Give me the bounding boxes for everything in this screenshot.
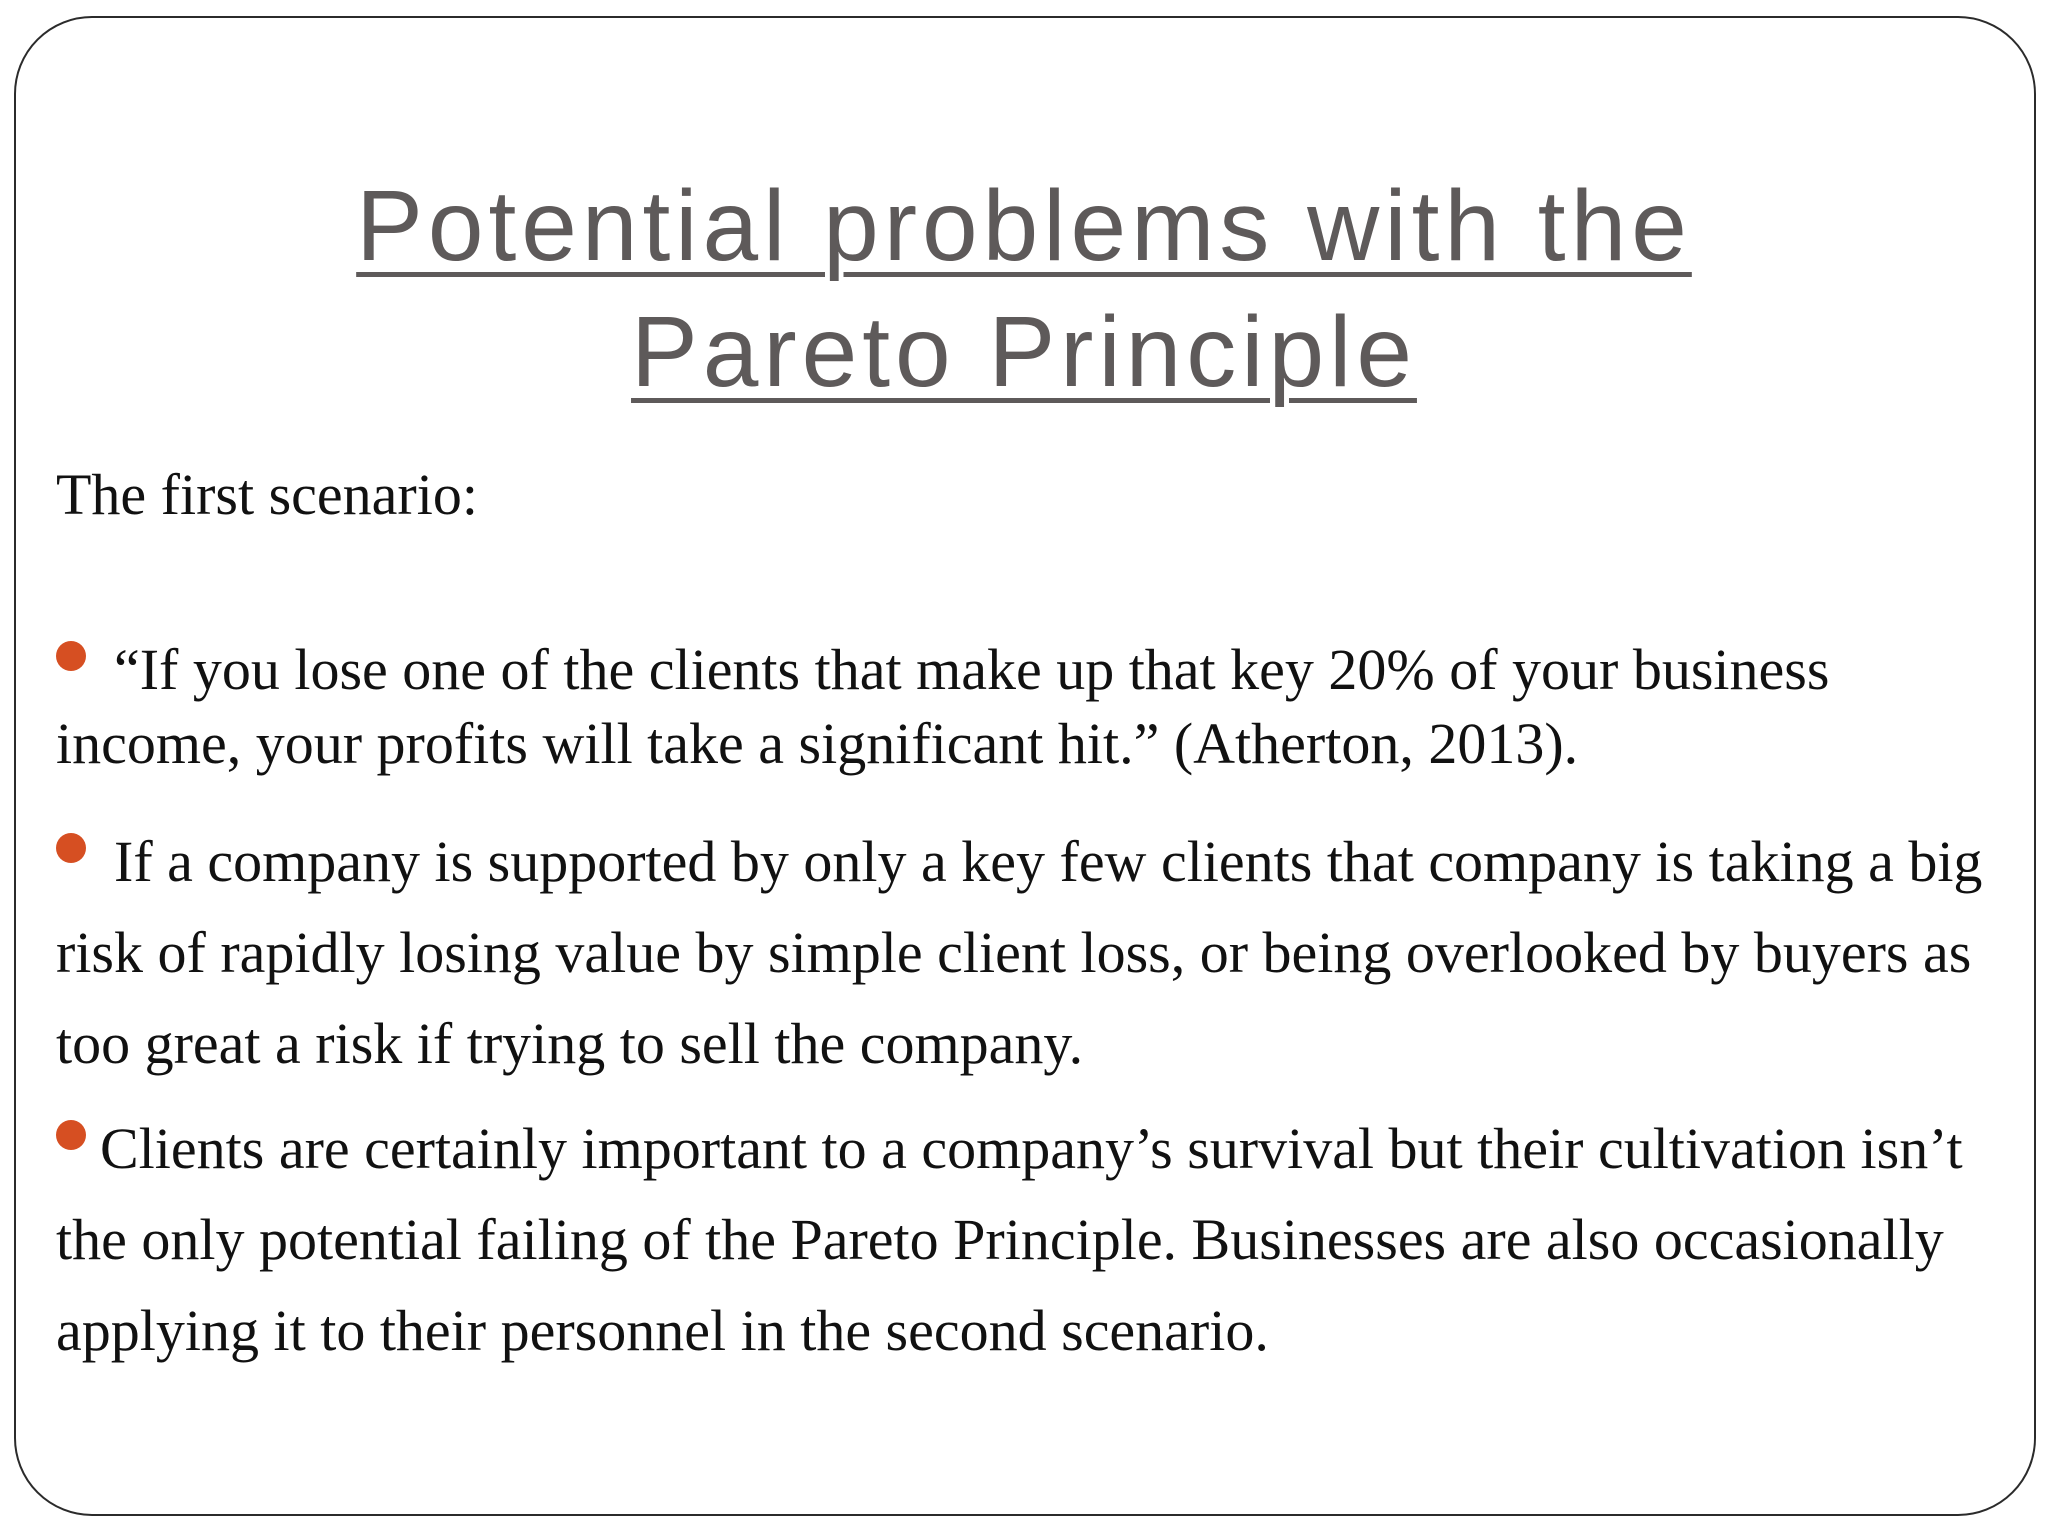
bullet-text-1: “If you lose one of the clients that make up that key 20% of your business income, your profits will take a significant hit.” (Atherton, 2013). [56, 637, 1830, 776]
bullet-dot-icon [56, 641, 86, 671]
bullet-item-2 [56, 816, 1986, 1089]
bullet-text-2: If a company is supported by only a key few clients that company is taking a big risk of rapidly losing value by simple client loss, or being overlooked by buyers as too great a risk if trying to sell the company. [56, 829, 1983, 1076]
bullet-text-3: Clients are certainly important to a company’s survival but their cultivation isn’t the only potential failing of the Pareto Principle. Businesses are also occasionally applying it to their personnel in the second scenario. [56, 1116, 1963, 1363]
bullet-item-3 [56, 1103, 1986, 1376]
intro-text: The first scenario: [56, 462, 478, 527]
bullet-dot-icon [56, 833, 86, 863]
bullet-item-1 [56, 633, 1986, 781]
title-line-2: Pareto Principle [631, 296, 1417, 408]
bullet-dot-icon [56, 1120, 86, 1150]
slide-title [0, 163, 2048, 415]
title-line-1: Potential problems with the [356, 170, 1692, 282]
